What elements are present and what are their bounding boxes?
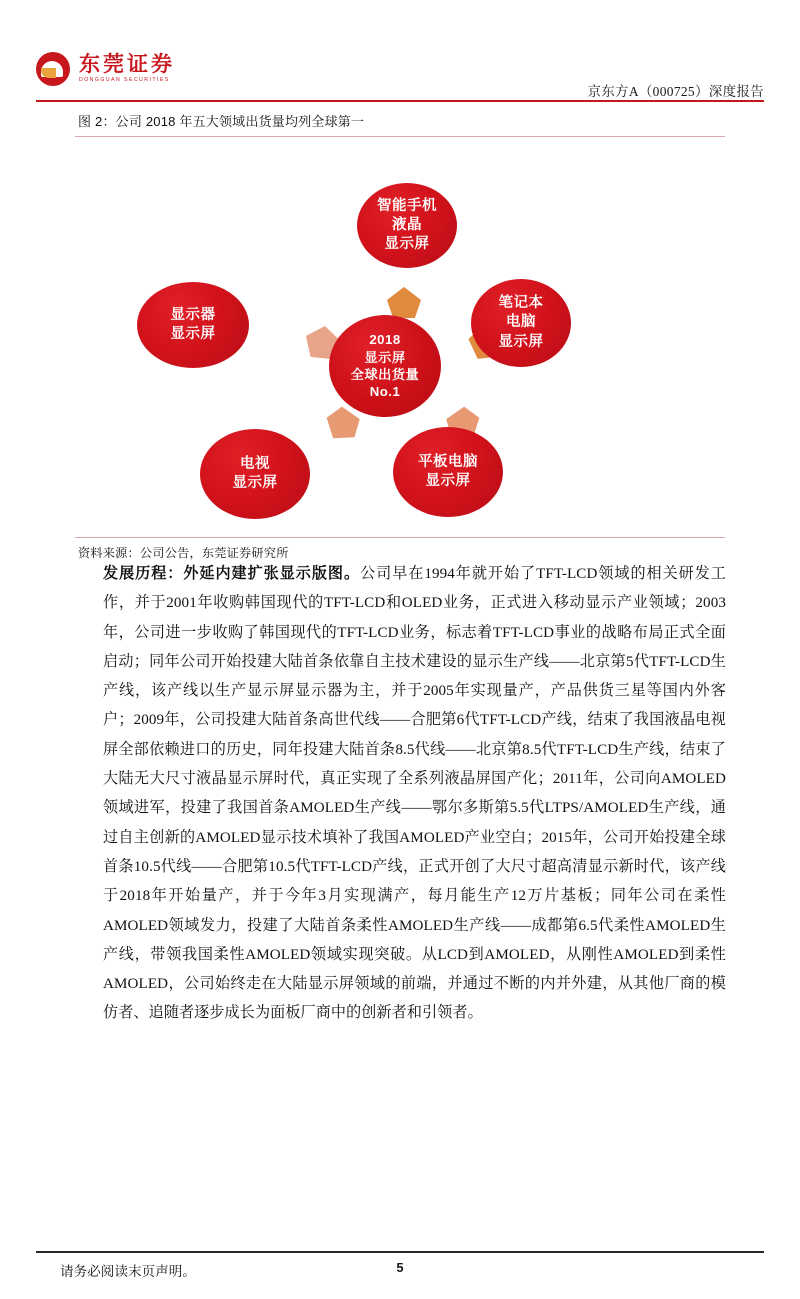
bubble-smartphone-line1: 智能手机 <box>377 197 437 214</box>
arrow-to-smartphone <box>387 287 421 318</box>
bubble-television <box>200 429 310 519</box>
bubble-tablet-line1: 平板电脑 <box>418 453 478 470</box>
bubble-monitor-line1: 显示器 <box>170 306 216 323</box>
bubble-television-line2: 显示屏 <box>232 475 278 491</box>
company-logo <box>36 52 175 86</box>
figure-source: 资料来源：公司公告，东莞证券研究所 <box>75 537 725 563</box>
dongguan-securities-logo-icon <box>36 52 70 86</box>
body-lead: 发展历程：外延内建扩张显示版图。 <box>103 566 361 582</box>
logo-name-en: DONGGUAN SECURITIES <box>79 77 170 84</box>
footer-disclaimer: 请务必阅读末页声明。 <box>60 1264 196 1279</box>
logo-name-cn: 东莞证券 <box>79 52 175 77</box>
footer-divider <box>36 1251 764 1253</box>
figure-block <box>75 106 725 563</box>
bubble-smartphone-line2: 液晶 <box>392 216 422 233</box>
bubble-smartphone <box>357 183 457 268</box>
bubble-notebook-line3: 显示屏 <box>498 333 544 350</box>
bubble-tablet-line2: 显示屏 <box>425 473 471 489</box>
body-paragraph <box>103 560 726 1029</box>
bubble-center <box>329 315 441 417</box>
bubble-television-line1: 电视 <box>240 455 270 472</box>
report-title: 京东方A（000725）深度报告 <box>587 84 764 99</box>
bubble-center-line3: 全球出货量 <box>350 367 420 382</box>
figure-caption: 图 2：公司 2018 年五大领域出货量均列全球第一 <box>75 106 725 137</box>
bubble-smartphone-line3: 显示屏 <box>384 236 430 253</box>
body-content: 公司早在1994年就开始了TFT-LCD领域的相关研发工作，并于2001年收购韩国现代的TFT-LCD和OLED业务，正式进入移动显示产业领域；2003年，公司进一步收购了韩国现代的TFT-LCD业务，标志着TFT-LCD事业的战略布局正式全面启动；同年公司开始投建大陆首条依靠自主技术建设的显示生产线——北京第5代TFT-LCD生产线，该产线以生产显示屏显示器为主，并于2005年实现量产，产品供货三星等国内外客户；2009年，公司投建大陆首条高世代线——合肥第6代TFT-LCD产线，结束了我国液晶电视屏全部依赖进口的历史，同年投建大陆首条8.5代线——北京第8.5代TFT-LCD生产线，结束了大陆无大尺寸液晶显示屏时代，真正实现了全系列液晶屏国产化；2011年，公司向AMOLED领域进军，投建了我国首条AMOLED生产线——鄂尔多斯第5.5代LTPS/AMOLED生产线，通过自主创新的AMOLED显示技术填补了我国AMOLED产业空白；2015年，公司开始投建全球首条10.5代线——合肥第10.5代TFT-LCD产线，正式开创了大尺寸超高清显示新时代，该产线于2018年开始量产，并于今年3月实现满产，每月能生产12万片基板；同年公司在柔性AMOLED领域发力，投建了大陆首条柔性AMOLED生产线——成都第6.5代柔性AMOLED生产线，带领我国柔性AMOLED领域实现突破。从LCD到AMOLED，从刚性AMOLED到柔性AMOLED，公司始终走在大陆显示屏领域的前端，并通过不断的内并外建，从其他厂商的模仿者、追随者逐步成长为面板厂商中的创新者和引领者。 <box>103 566 726 1022</box>
bubble-monitor-line2: 显示屏 <box>170 326 216 342</box>
bubble-center-line4: No.1 <box>369 384 401 400</box>
bubble-tablet <box>393 427 503 517</box>
bubble-notebook-line1: 笔记本 <box>498 295 544 312</box>
page-header <box>36 52 764 102</box>
header-divider <box>36 100 764 102</box>
figure-canvas <box>75 137 725 537</box>
bubble-monitor <box>137 282 249 368</box>
page-footer <box>36 1257 764 1283</box>
bubble-center-line2: 显示屏 <box>364 349 406 365</box>
bubble-notebook-line2: 电脑 <box>506 314 536 331</box>
logo-text <box>79 54 175 83</box>
bubble-notebook <box>471 279 571 367</box>
bubble-center-line1: 2018 <box>369 332 401 348</box>
page-number: 5 <box>396 1261 404 1275</box>
